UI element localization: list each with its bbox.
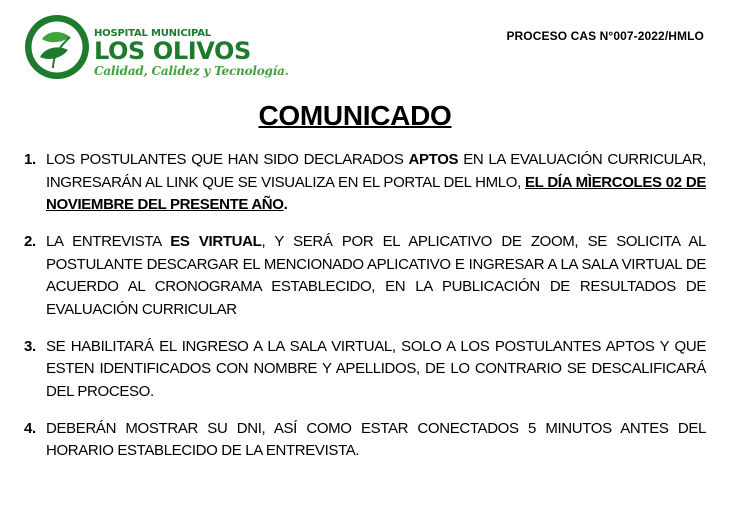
- item-text: LOS POSTULANTES QUE HAN SIDO DECLARADOS: [46, 151, 409, 168]
- item-text: .: [283, 196, 288, 213]
- announcement-list: [24, 149, 706, 463]
- logo-subtitle: HOSPITAL MUNICIPAL: [94, 28, 211, 39]
- item-text: LA ENTREVISTA: [46, 233, 171, 250]
- item-number: 3.: [24, 337, 36, 355]
- hospital-logo: [22, 12, 292, 84]
- process-code: PROCESO CAS N°007-2022/HMLO: [506, 29, 704, 43]
- olive-leaves-icon: [22, 12, 92, 82]
- item-text: SE HABILITARÁ EL INGRESO A LA SALA VIRTUAL, SOLO A LOS POSTULANTES APTOS Y QUE ESTEN IDENTIFICADOS CON NOMBRE Y APELLIDOS, DE LO CONTRARIO SE DESCALIFICARÁ DEL PROCESO.: [46, 337, 706, 400]
- item-number: 4.: [24, 419, 36, 437]
- list-item: [24, 336, 706, 404]
- item-text: EN LA EVALUACIÓN CURRICULAR, INGRESARÁN AL LINK QUE SE VISUALIZA EN EL PORTAL DEL HMLO,: [46, 151, 706, 191]
- list-item: [24, 418, 706, 463]
- logo-name: LOS OLIVOS: [94, 37, 251, 65]
- item-number: 1.: [24, 151, 36, 168]
- item-text: DEBERÁN MOSTRAR SU DNI, ASÍ COMO ESTAR CONECTADOS 5 MINUTOS ANTES DEL HORARIO ESTABLECIDO DE LA ENTREVISTA.: [46, 419, 706, 459]
- item-emphasis: ES VIRTUAL: [170, 233, 262, 250]
- item-emphasis: APTOS: [408, 151, 459, 168]
- logo-tagline: Calidad, Calidez y Tecnología.: [94, 64, 289, 78]
- item-date-highlight: EL DÍA MÌERCOLES 02 DE NOVIEMBRE DEL PRESENTE AÑO: [46, 173, 706, 213]
- list-item: [24, 231, 706, 321]
- list-item: [24, 149, 706, 217]
- item-text: , Y SERÁ POR EL APLICATIVO DE ZOOM, SE SOLICITA AL POSTULANTE DESCARGAR EL MENCIONADO APLICATIVO E INGRESAR A LA SALA VIRTUAL DE ACUERDO AL CRONOGRAMA ESTABLECIDO, EN LA PUBLICACIÓN DE RESULTADOS DE EVALUACIÓN CURRICULAR: [46, 233, 706, 318]
- item-number: 2.: [24, 233, 36, 250]
- page-title: COMUNICADO: [258, 100, 452, 131]
